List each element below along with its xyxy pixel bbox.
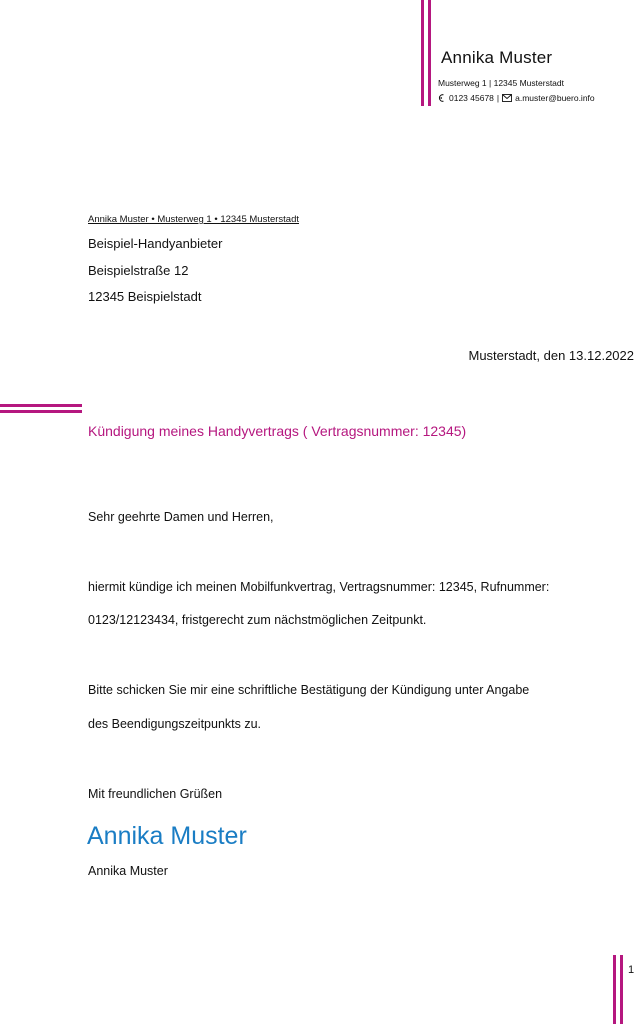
recipient-city: 12345 Beispielstadt	[88, 289, 202, 304]
footer-accent-bar-2	[620, 955, 623, 1024]
subject-accent-bar-2	[0, 410, 82, 413]
recipient-name: Beispiel-Handyanbieter	[88, 236, 223, 251]
sender-address: Musterweg 1 | 12345 Musterstadt	[438, 78, 564, 88]
paragraph-1-line-2: 0123/12123434, fristgerecht zum nächstmöglichen Zeitpunkt.	[88, 613, 427, 627]
recipient-street: Beispielstraße 12	[88, 263, 189, 278]
page-number: 1	[628, 964, 635, 976]
sender-contact	[438, 93, 595, 103]
envelope-icon	[502, 94, 512, 102]
date-line: Musterstadt, den 13.12.2022	[468, 348, 634, 363]
header-accent-bar-2	[428, 0, 431, 106]
paragraph-1-line-1: hiermit kündige ich meinen Mobilfunkvertrag, Vertragsnummer: 12345, Rufnummer:	[88, 580, 550, 594]
subject-line: Kündigung meines Handyvertrags ( Vertragsnummer: 12345)	[88, 423, 467, 439]
sender-name: Annika Muster	[441, 48, 553, 67]
sender-phone: 0123 45678	[449, 93, 494, 103]
printed-name: Annika Muster	[88, 864, 168, 878]
closing: Mit freundlichen Grüßen	[88, 787, 223, 801]
paragraph-2-line-1: Bitte schicken Sie mir eine schriftliche Bestätigung der Kündigung unter Angabe	[88, 683, 530, 697]
signature: Annika Muster	[87, 822, 247, 850]
footer-accent-bar-1	[613, 955, 616, 1024]
salutation: Sehr geehrte Damen und Herren,	[88, 510, 274, 524]
paragraph-2-line-2: des Beendigungszeitpunkts zu.	[88, 717, 262, 731]
contact-separator: |	[496, 93, 500, 103]
header-accent-bar-1	[421, 0, 424, 106]
subject-accent-bar-1	[0, 404, 82, 407]
sender-email: a.muster@buero.info	[515, 93, 595, 103]
phone-icon	[438, 94, 446, 102]
return-address-line: Annika Muster • Musterweg 1 • 12345 Musterstadt	[88, 214, 299, 225]
